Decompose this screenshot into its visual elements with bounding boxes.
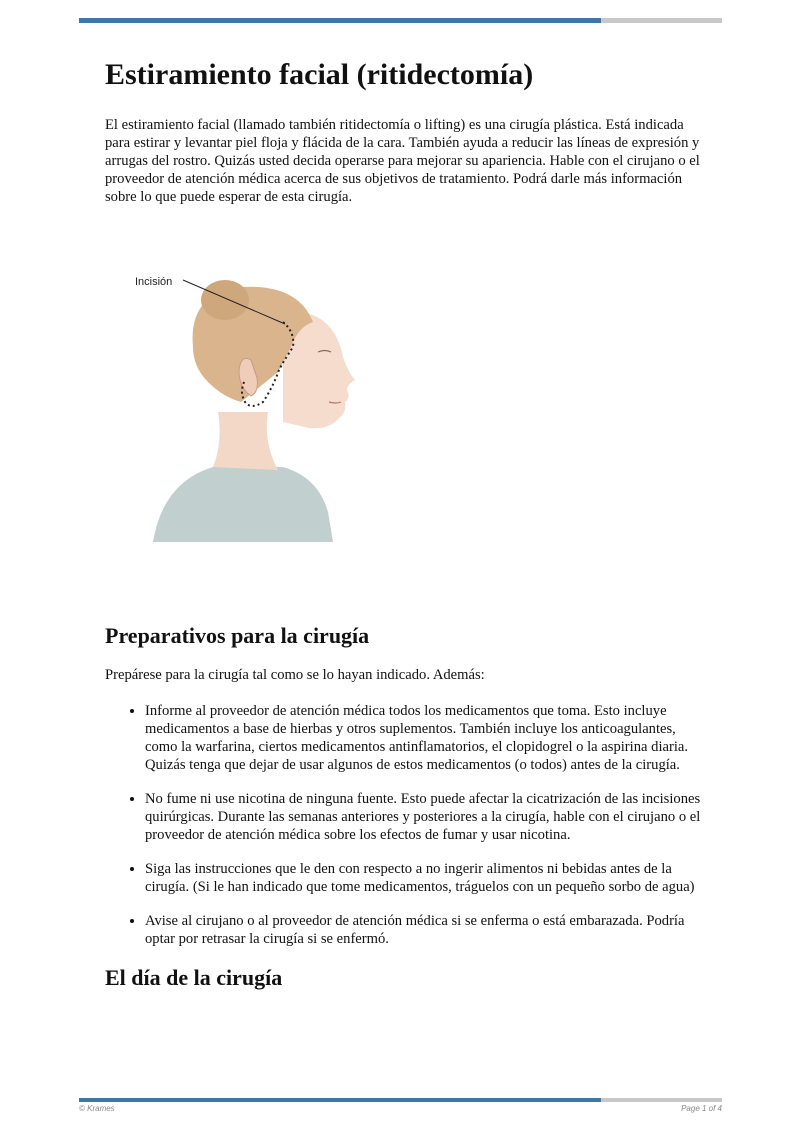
- top-progress-fill: [79, 18, 601, 23]
- incision-label: Incisión: [135, 276, 173, 288]
- list-item: • Siga las instrucciones que le den con respecto a no ingerir alimentos ni bebidas antes de la cirugía. (Si le han indicado que tome medicamentos, tráguelos con un pequeño sorbo de agua): [145, 860, 705, 896]
- section-heading-surgery-day: El día de la cirugía: [105, 965, 283, 990]
- preparation-list: [105, 702, 705, 948]
- preparation-intro: Prepárese para la cirugía tal como se lo hayan indicado. Además:: [105, 667, 485, 683]
- top-progress-bar: [79, 18, 722, 23]
- footer-copyright: © Krames: [79, 1104, 115, 1113]
- footer-page-number: Page 1 of 4: [681, 1104, 722, 1113]
- list-item: • No fume ni use nicotina de ninguna fuente. Esto puede afectar la cicatrización de las incisiones quirúrgicas. Durante las semanas anteriores y posteriores a la cirugía, hable con el cirujano o el proveedor de atención médica sobre los efectos de fumar y usar nicotina.: [145, 790, 705, 844]
- page-title: Estiramiento facial (ritidectomía): [105, 58, 534, 91]
- document-body: [105, 56, 705, 992]
- facelift-illustration: [133, 252, 393, 552]
- head-profile-drawing: [133, 252, 393, 552]
- list-item: • Avise al cirujano o al proveedor de atención médica si se enferma o está embarazada. Podría optar por retrasar la cirugía si se enfermó.: [145, 912, 705, 948]
- bottom-progress-fill: [79, 1098, 601, 1102]
- intro-paragraph: El estiramiento facial (llamado también ritidectomía o lifting) es una cirugía plástica. Está indicada para estirar y levantar piel floja y flácida de la cara. También ayuda a reducir las líneas de expresión y arrugas del rostro. Quizás usted decida operarse para mejorar su apariencia. Hable con el cirujano o el proveedor de atención médica acerca de sus objetivos de tratamiento. Podrá darle más información sobre lo que puede esperar de esta cirugía.: [105, 117, 700, 205]
- bottom-progress-bar: [79, 1098, 722, 1102]
- list-item: • Informe al proveedor de atención médica todos los medicamentos que toma. Esto incluye medicamentos a base de hierbas y otros suplementos. También incluye los anticoagulantes, como la warfarina, ciertos medicamentos antinflamatorios, el clopidogrel o la aspirina diaria. Quizás tenga que dejar de usar algunos de estos medicamentos (o todos) antes de la cirugía.: [145, 702, 705, 774]
- section-heading-preparation: Preparativos para la cirugía: [105, 623, 370, 648]
